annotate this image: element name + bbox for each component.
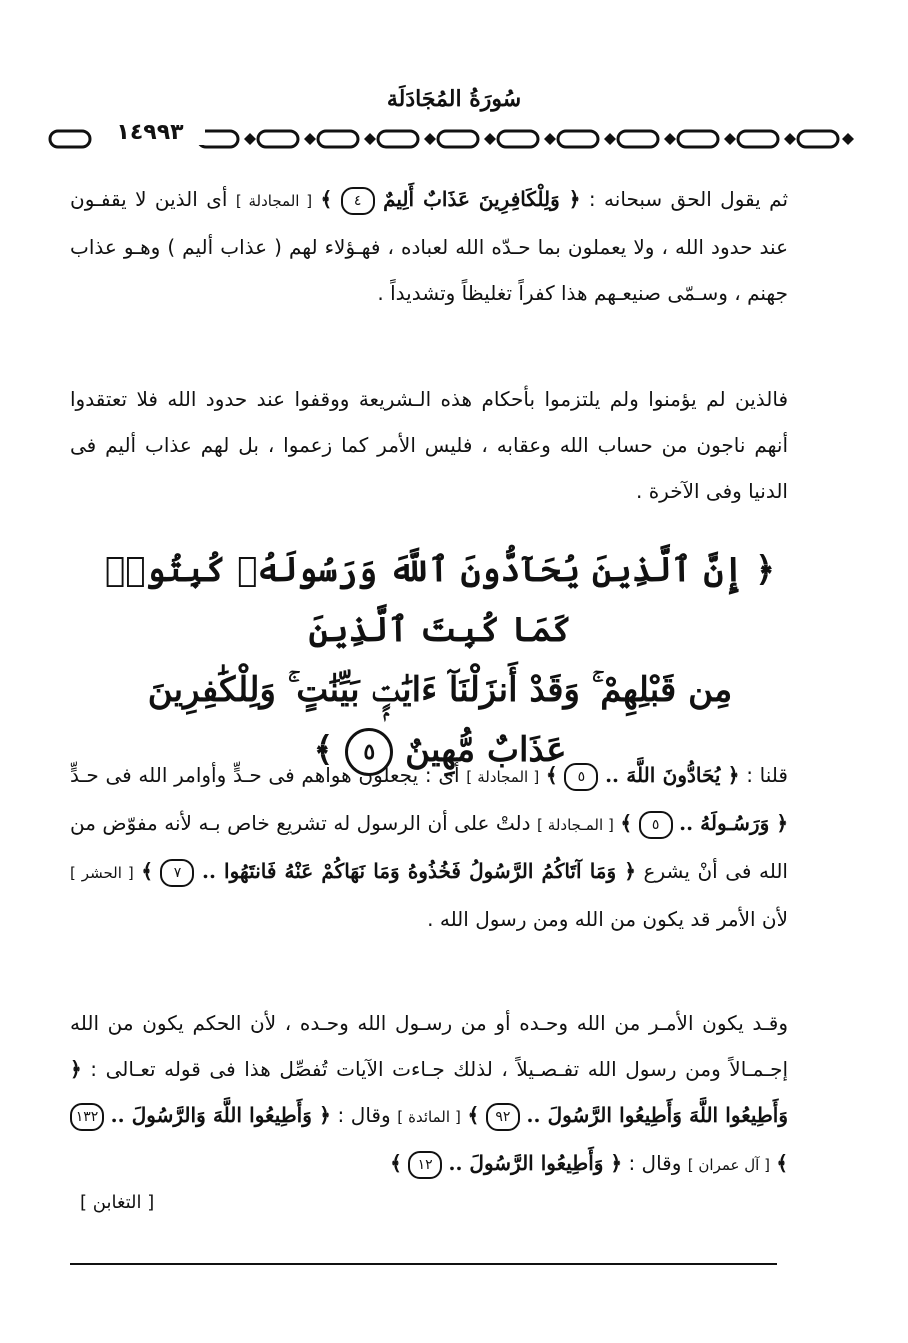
para4-a1: ٩٢: [486, 1103, 520, 1131]
para2-text: فالذين لم يؤمنوا ولم يلتزموا بأحكام هذه الـشريعة ووقفوا عند حدود الله فلا تعتقدوا أنهم ناجون من حساب الله وعقابه ، فليس الأمر كما زعموا ، بل لهم عذاب أليم فى الدنيا وفى الآخرة .: [70, 387, 788, 503]
footer-rule: [70, 1263, 777, 1265]
para3-c2: ﴾: [620, 811, 633, 835]
paragraph-1: [70, 176, 788, 316]
footer-ref-taghabun: [ التغابن ]: [80, 1192, 155, 1213]
para3-t3: لأن الأمر قد يكون من الله ومن رسول الله .: [427, 907, 788, 931]
para3-c1: ﴾: [545, 763, 558, 787]
verse-line-3: عَذَابٌ مُّهِينٌ: [405, 730, 567, 770]
surah-title: سُورَةُ المُجَادَلَة: [386, 86, 522, 112]
para4-a3: ١٢: [408, 1151, 442, 1179]
para4-t2: وقال :: [337, 1103, 391, 1127]
para3-t2: دلتْ على أن الرسول له تشريع خاص بـه لأنه مفوّض من الله فى أنْ يشرع: [70, 811, 788, 883]
para1-ref: [ المجادلة ]: [235, 192, 313, 210]
para4-q2: ﴿ وَأَطِيعُوا اللَّهَ وَالرَّسُولَ ..: [110, 1103, 331, 1127]
para3-r2: [ المـجادلة ]: [537, 816, 614, 834]
para1-ayah-number: ٤: [341, 187, 375, 215]
para4-t1: وقـد يكون الأمـر من الله وحـده أو من رسـول الله وحـده ، لأن الحكم يكون من الله إجـمـالاً ومن رسول الله تفـصـيلاً ، لذلك جـاءت الآيات تُفصِّل هذا فى قوله تعـالى :: [70, 1011, 788, 1081]
para3-a1: ٥: [564, 763, 598, 791]
para4-t3: وقال :: [628, 1151, 682, 1175]
quran-verse-block: [70, 540, 810, 780]
para1-quote: ﴿ وَلِلْكَافِرِينَ عَذَابٌ أَلِيمٌ: [383, 187, 581, 211]
para4-q3: ﴿ وَأَطِيعُوا الرَّسُولَ ..: [448, 1151, 623, 1175]
para3-r3: [ الحشر ]: [70, 864, 134, 882]
paragraph-4: [70, 1000, 788, 1188]
para4-c1: ﴾: [467, 1103, 480, 1127]
para3-a2: ٥: [639, 811, 673, 839]
para1-lead: ثم يقول الحق سبحانه :: [588, 187, 789, 211]
para3-q2: ﴿ وَرَسُـولَهُ ..: [679, 811, 789, 835]
paragraph-2: [70, 376, 788, 514]
verse-line-1: ﴿ إِنَّ ٱلَّذِينَ يُحَآدُّونَ ٱللَّهَ وَرَسُولَهُۥ كُبِتُوا۟ كَمَا كُبِتَ ٱلَّذِينَ: [104, 550, 776, 650]
paragraph-3: [70, 752, 788, 942]
para3-q3: ﴿ وَمَا آتَاكُمُ الرَّسُولُ فَخُذُوهُ وَمَا نَهَاكُمْ عَنْهُ فَانتَهُوا ..: [201, 859, 637, 883]
para3-r1: [ المجادلة ]: [466, 768, 540, 786]
para4-c2: ﴾: [776, 1151, 788, 1175]
para1-rest: أى الذين لا يقفـون عند حدود الله ، ولا يعملون بما حـدّه الله لعباده ، فهـؤلاء لهم ( عذاب أليم ) وهـو عذاب جهنم ، وسـمّى صنيعـهم هذا كفراً تغليظاً وتشديداً .: [70, 187, 788, 305]
para4-q1: ﴿ وَأَطِيعُوا اللَّهَ وَأَطِيعُوا الرَّسُولَ ..: [70, 1057, 789, 1127]
para4-r1: [ المائدة ]: [397, 1108, 461, 1126]
para4-r2: [ آل عمران ]: [687, 1156, 770, 1174]
para3-lead: قلنا :: [746, 763, 788, 787]
page-number: ١٤٩٩٣: [95, 120, 205, 145]
verse-ayah-number: ٥: [345, 728, 393, 776]
para3-a3: ٧: [160, 859, 194, 887]
para1-close: ﴾: [320, 187, 333, 211]
para4-c3: ﴾: [390, 1151, 402, 1175]
verse-line-2: مِن قَبْلِهِمْ ۚ وَقَدْ أَنزَلْنَآ ءَايَٰتٍۭ بَيِّنَٰتٍ ۚ وَلِلْكَٰفِرِينَ: [147, 670, 733, 710]
para3-t1: أى : يجعلون هواهم فى حـدٍّ وأوامر الله فى حـدٍّ: [70, 763, 460, 787]
verse-close: ﴾: [313, 730, 334, 770]
para3-q1: ﴿ يُحَادُّونَ اللَّهَ ..: [605, 763, 740, 787]
para4-a2: ١٣٢: [70, 1103, 104, 1131]
para3-c3: ﴾: [141, 859, 153, 883]
